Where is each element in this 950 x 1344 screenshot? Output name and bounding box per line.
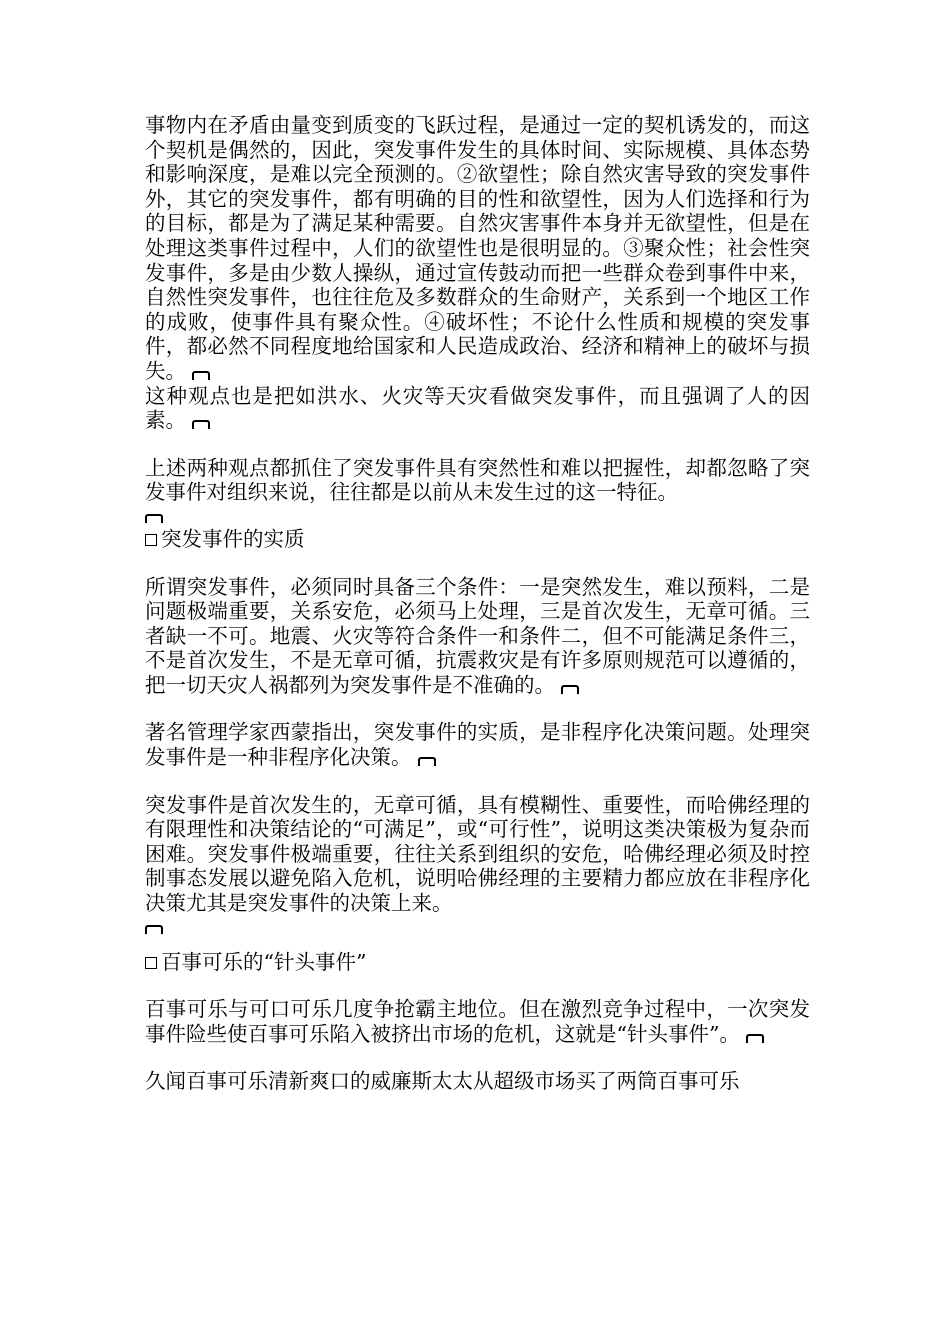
paragraph-text: 突发事件是首次发生的，无章可循，具有模糊性、重要性，而哈佛经理的有限理性和决策结论的“可满足”，或“可行性”，说明这类决策极为复杂而困难。突发事件极端重要，往往关系到组织的安危，哈佛经理必须及时控制事态发展以避免陷入危机，说明哈佛经理的主要精力都应放在非程序化决策尤其是突发事件的决策上来。 [145,792,810,916]
checkbox-square-icon [145,957,157,969]
document-body [145,113,810,1094]
paragraph-mark-icon [746,1034,764,1043]
heading-text: 突发事件的实质 [161,526,305,551]
paragraph-text: 久闻百事可乐清新爽口的威廉斯太太从超级市场买了两筒百事可乐 [145,1069,740,1094]
paragraph-text: 这种观点也是把如洪水、火灾等天灾看做突发事件，而且强调了人的因素。 [145,383,810,433]
paragraph-mark-icon [192,420,210,429]
paragraph-mark-line [145,505,810,527]
paragraph-mark-line [145,916,810,938]
paragraph-mark-icon [145,925,163,934]
paragraph-features [145,113,810,384]
paragraph-text: 所谓突发事件，必须同时具备三个条件：一是突然发生，难以预料，二是问题极端重要，关系安危，必须马上处理，三是首次发生，无章可循。三者缺一不可。地震、火灾等符合条件一和条件二，但不可能满足条件三，不是首次发生，不是无章可循，抗震救灾是有许多原则规范可以遵循的，把一切天灾人祸都列为突发事件是不准确的。 [145,574,810,697]
paragraph-decision [145,793,810,916]
heading-text: 百事可乐的“针头事件” [161,949,367,974]
paragraph-viewpoint [145,384,810,433]
section-heading-needle [145,950,810,975]
paragraph-mark-icon [192,371,210,380]
paragraph-text: 百事可乐与可口可乐几度争抢霸主地位。但在激烈竞争过程中，一次突发事件险些使百事可乐陷入被挤出市场的危机，这就是“针头事件”。 [145,997,810,1046]
paragraph-simon [145,720,810,769]
paragraph-text: 著名管理学家西蒙指出，突发事件的实质，是非程序化决策问题。处理突发事件是一种非程序化决策。 [145,720,810,770]
paragraph-text: 事物内在矛盾由量变到质变的飞跃过程，是通过一定的契机诱发的，而这个契机是偶然的，因此，突发事件发生的具体时间、实际规模、具体态势和影响深度，是难以完全预测的。②欲望性；除自然灾害导致的突发事件外，其它的突发事件，都有明确的目的性和欲望性，因为人们选择和行为的目标，都是为了满足某种需要。自然灾害事件本身并无欲望性，但是在处理这类事件过程中，人们的欲望性也是很明显的。③聚众性；社会性突发事件，多是由少数人操纵，通过宣传鼓动而把一些群众卷到事件中来，自然性突发事件，也往往危及多数群众的生命财产，关系到一个地区工作的成败，使事件具有聚众性。④破坏性；不论什么性质和规模的突发事件，都必然不同程度地给国家和人民造成政治、经济和精神上的破坏与损失。 [145,113,810,383]
paragraph-summary [145,456,810,505]
checkbox-square-icon [145,534,157,546]
paragraph-text: 上述两种观点都抓住了突发事件具有突然性和难以把握性，却都忽略了突发事件对组织来说，往往都是以前从未发生过的这一特征。 [145,455,810,505]
paragraph-williams [145,1069,810,1094]
paragraph-mark-icon [418,757,436,766]
paragraph-mark-icon [561,685,579,694]
paragraph-mark-icon [145,514,163,523]
section-heading-essence [145,527,810,552]
paragraph-pepsi [145,997,810,1046]
paragraph-conditions [145,575,810,698]
